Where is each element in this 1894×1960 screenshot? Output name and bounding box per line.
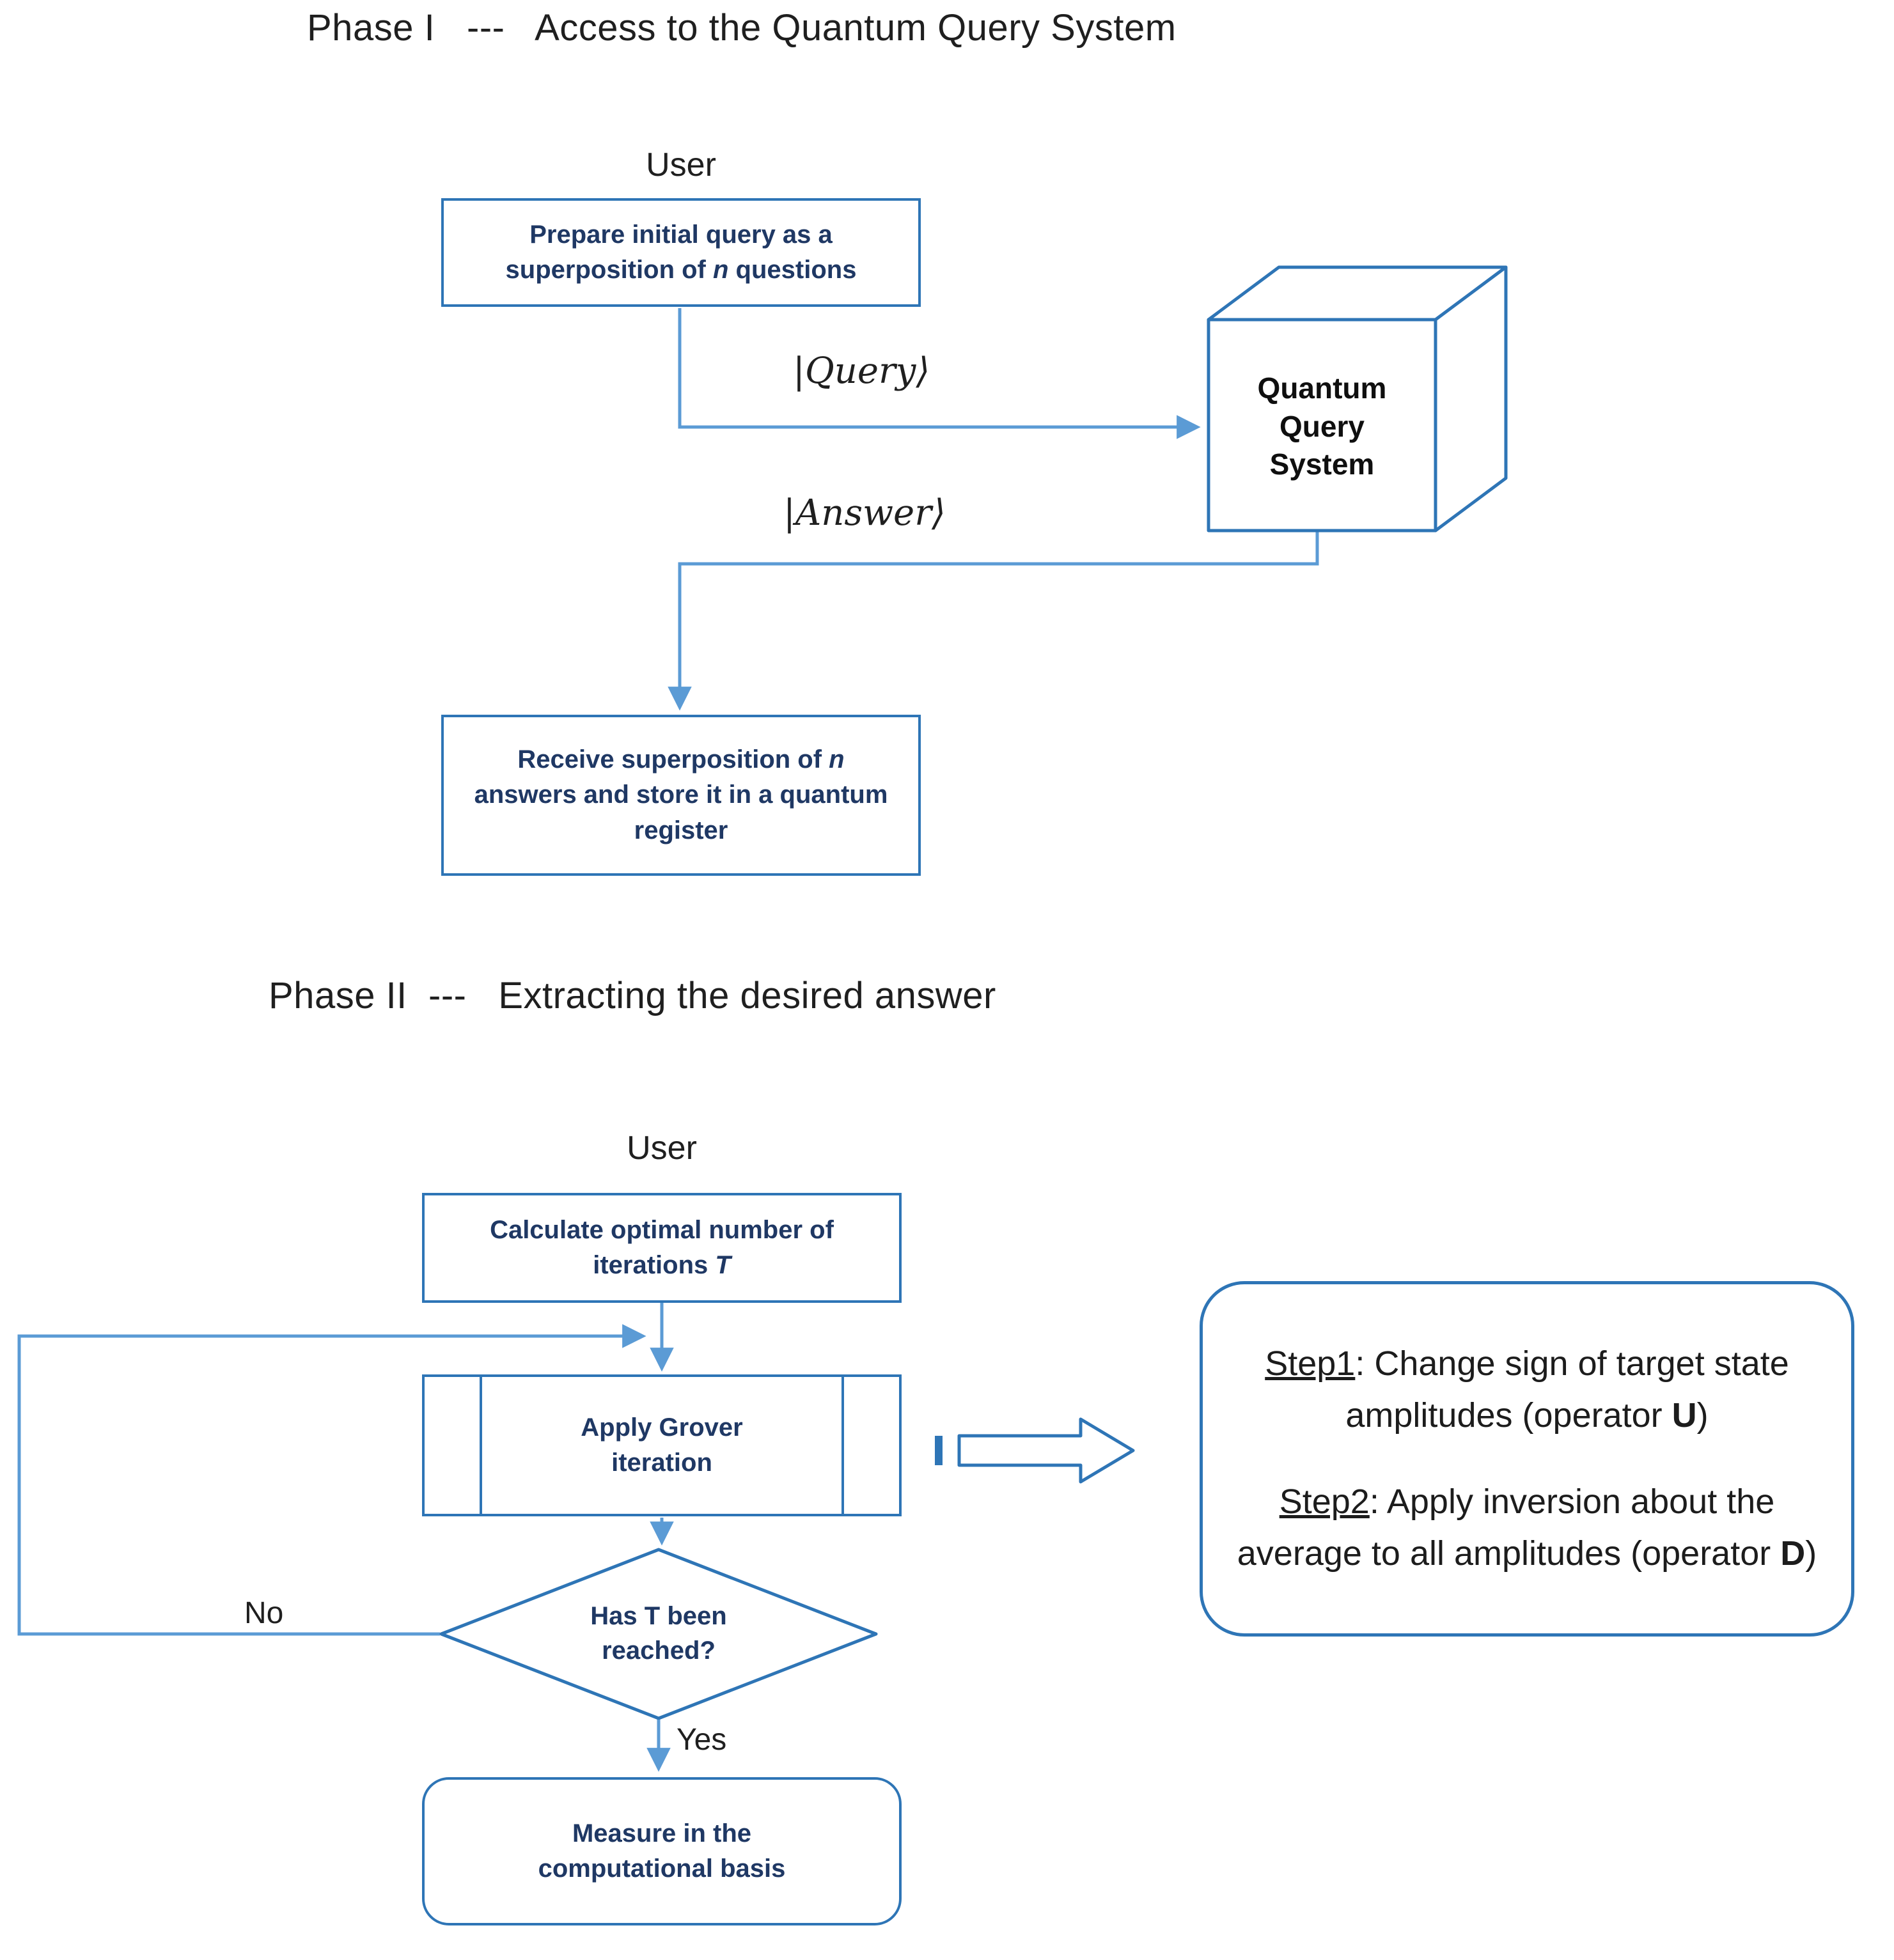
block-arrow-body xyxy=(959,1419,1133,1482)
answer-arrow xyxy=(680,532,1317,707)
query-arrow xyxy=(680,308,1197,427)
callout-spacer xyxy=(1230,1442,1824,1476)
grover-steps-text: Step1: Change sign of target state amplitudes (operator U) Step2: Apply inversion about the average to all amplitudes (operator D) xyxy=(1230,1338,1824,1580)
phase1-user-label: User xyxy=(646,146,716,183)
block-arrow-tail-tick xyxy=(935,1436,943,1465)
answer-arrow-label: |Answer⟩ xyxy=(783,492,946,534)
receive-answer-text: Receive superposition of n answers and store it in a quantum register xyxy=(474,745,888,844)
prepare-query-box xyxy=(441,198,921,307)
receive-answer-box xyxy=(441,715,921,876)
calculate-iterations-box xyxy=(422,1193,902,1303)
quantum-query-system-label: Quantum Query System xyxy=(1257,371,1387,481)
phase2-title: Phase II --- Extracting the desired answer xyxy=(269,975,996,1016)
grover-iteration-text: Apply Grover iteration xyxy=(581,1413,743,1477)
predefined-process-left-line xyxy=(480,1377,482,1514)
prepare-query-text: Prepare initial query as a superposition of n questions xyxy=(505,220,857,284)
decision-text: Has T been reached? xyxy=(590,1602,727,1665)
phase1-title: Phase I --- Access to the Quantum Query System xyxy=(307,7,1177,49)
block-arrow xyxy=(935,1419,1133,1482)
no-label: No xyxy=(244,1596,284,1630)
grover-steps-callout xyxy=(1200,1281,1854,1637)
grover-iteration-box xyxy=(422,1374,902,1516)
measure-text: Measure in the computational basis xyxy=(538,1819,786,1883)
predefined-process-right-line xyxy=(841,1377,844,1514)
calculate-iterations-text: Calculate optimal number of iterations T xyxy=(490,1215,834,1279)
query-arrow-label: |Query⟩ xyxy=(793,350,930,392)
yes-label: Yes xyxy=(677,1723,727,1757)
measure-box xyxy=(422,1777,902,1925)
phase2-user-label: User xyxy=(627,1130,697,1167)
